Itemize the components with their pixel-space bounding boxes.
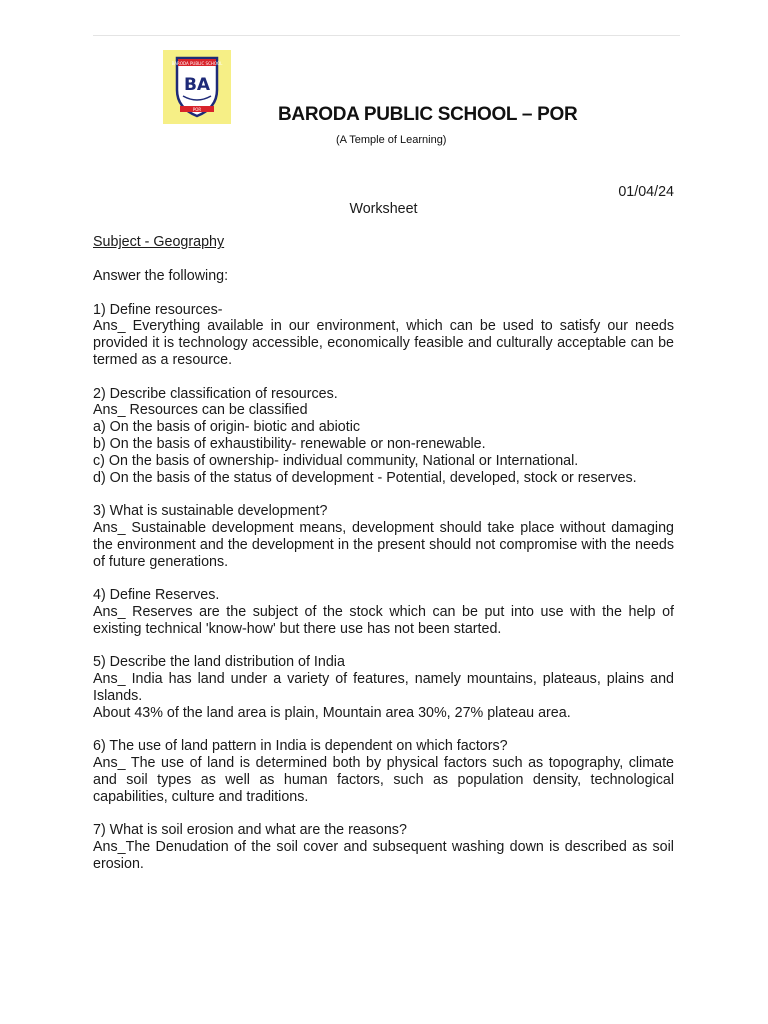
answer-text: About 43% of the land area is plain, Mountain area 30%, 27% plateau area. — [93, 704, 571, 721]
answer-text: a) On the basis of origin- biotic and abiotic — [93, 419, 361, 436]
answer-text: Ans_ Everything available in our environment, which can be used to satisfy our needs provided it is technology accessible, economically feasible and culturally acceptable can be termed as a resource. — [93, 318, 674, 368]
question-block — [93, 587, 674, 637]
instruction: Answer the following: — [93, 267, 229, 284]
subject-heading: Subject - Geography — [93, 234, 225, 251]
question-block — [93, 302, 674, 369]
answer-text: Ans_ Sustainable development means, development should take place without damaging the environment and the development in the present should not compromise with the needs of future generations. — [93, 519, 674, 570]
answer-text: Ans_ India has land under a variety of features, namely mountains, plateaus, plains and Islands. — [93, 671, 674, 704]
question-text: 6) The use of land pattern in India is dependent on which factors? — [93, 738, 508, 755]
worksheet-body — [93, 184, 674, 873]
answer-text: b) On the basis of exhaustibility- renewable or non-renewable. — [93, 435, 486, 452]
school-tagline: (A Temple of Learning) — [336, 134, 447, 146]
worksheet-title: Worksheet — [349, 200, 418, 217]
svg-text:BA: BA — [183, 75, 211, 95]
question-block — [93, 822, 674, 872]
question-text: 7) What is soil erosion and what are the reasons? — [93, 822, 407, 839]
question-block — [93, 503, 674, 570]
svg-text:BARODA PUBLIC SCHOOL: BARODA PUBLIC SCHOOL — [171, 61, 223, 66]
top-rule — [93, 35, 680, 36]
question-block — [93, 386, 674, 487]
question-text: 2) Describe classification of resources. — [93, 385, 338, 402]
school-name: BARODA PUBLIC SCHOOL – POR — [278, 104, 578, 125]
question-text: 4) Define Reserves. — [93, 587, 220, 604]
question-text: 1) Define resources- — [93, 301, 223, 318]
answer-text: c) On the basis of ownership- individual community, National or International. — [93, 452, 579, 469]
answer-text: d) On the basis of the status of development - Potential, developed, stock or reserves. — [93, 469, 637, 486]
answer-text: Ans_ Resources can be classified — [93, 402, 308, 419]
worksheet-date: 01/04/24 — [618, 184, 674, 200]
answer-text: Ans_ The use of land is determined both by physical factors such as topography, climate and soil types as well as human factors, such as population density, technological capabilities, culture and traditions. — [93, 755, 674, 805]
answer-text: Ans_The Denudation of the soil cover and subsequent washing down is described as soil erosion. — [93, 839, 674, 872]
answer-text: Ans_ Reserves are the subject of the stock which can be put into use with the help of existing technical 'know-how' but there use has not been started. — [93, 603, 674, 637]
school-crest-icon — [163, 50, 231, 124]
question-text: 3) What is sustainable development? — [93, 503, 328, 520]
question-block — [93, 654, 674, 721]
svg-text:POR: POR — [192, 107, 202, 112]
question-text: 5) Describe the land distribution of India — [93, 654, 345, 671]
question-block — [93, 738, 674, 805]
